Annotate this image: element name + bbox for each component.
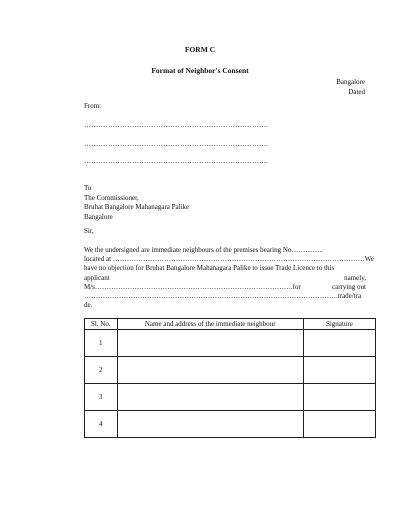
para-r6: ……………………………………………………………………………………………….trade/tra (84, 292, 362, 301)
cell-sl-no: 2 (85, 357, 118, 384)
from-label: From: (84, 102, 102, 110)
to-line-3: Bangalore (84, 212, 113, 221)
para-row-4 (84, 274, 366, 283)
place-text: Bangalore (336, 78, 365, 86)
para-row-1 (84, 246, 366, 255)
neighbour-consent-table (84, 318, 376, 438)
table-row (85, 330, 376, 357)
para-r1: We the undersigned are immediate neighbours of the premises bearing No………….. (84, 246, 323, 254)
header-name-address: Name and address of the immediate neighbour (117, 319, 303, 330)
para-row-2 (84, 255, 374, 264)
para-row-6 (84, 292, 366, 301)
form-title: FORM C (184, 45, 216, 54)
to-line-1: The Commissioner, (84, 193, 139, 202)
form-subtitle: Format of Neighbor's Consent (151, 66, 249, 75)
para-r2-left: located at ……………………………………………………………………………………………… (84, 255, 365, 264)
para-r5-left: M/s………………………………………………………………………….for (84, 282, 301, 291)
place-date-block (336, 77, 365, 97)
from-line-3: ………………………………………………………………….. (84, 157, 268, 165)
para-r4-right: namely, (344, 273, 366, 282)
salutation: Sir, (84, 227, 94, 235)
header-signature: Signature (303, 319, 375, 330)
cell-signature (303, 357, 375, 384)
para-row-7 (84, 301, 366, 310)
table-header-row (85, 319, 376, 330)
to-address-block (84, 184, 189, 222)
dated-text: Dated (348, 88, 365, 96)
para-row-3 (84, 264, 366, 273)
from-line-2: ………………………………………………………………….. (84, 140, 268, 148)
table-row (85, 411, 376, 438)
para-r2-right: We (364, 255, 374, 264)
para-r4-left: applicant (84, 273, 110, 282)
para-r5-right: carrying out (331, 282, 366, 291)
cell-name-address (117, 357, 303, 384)
table-row (85, 384, 376, 411)
table-row (85, 357, 376, 384)
para-r7: de. (84, 301, 93, 310)
cell-sl-no: 1 (85, 330, 118, 357)
to-line-2: Bruhat Bangalore Mahanagara Palike (84, 203, 190, 211)
cell-signature (303, 384, 375, 411)
cell-name-address (117, 330, 303, 357)
cell-name-address (117, 384, 303, 411)
para-row-5 (84, 283, 366, 292)
cell-sl-no: 4 (85, 411, 118, 438)
cell-signature (303, 330, 375, 357)
cell-sl-no: 3 (85, 384, 118, 411)
header-sl-no: Sl. No. (85, 319, 118, 330)
from-line-1: ………………………………………………………………….. (84, 121, 268, 129)
to-label: To (84, 184, 92, 192)
para-r3: have no objection for Bruhat Bangalore Mahanagara Palike to issue Trade Licence to this (84, 264, 335, 273)
cell-signature (303, 411, 375, 438)
consent-paragraph (84, 246, 374, 310)
cell-name-address (117, 411, 303, 438)
